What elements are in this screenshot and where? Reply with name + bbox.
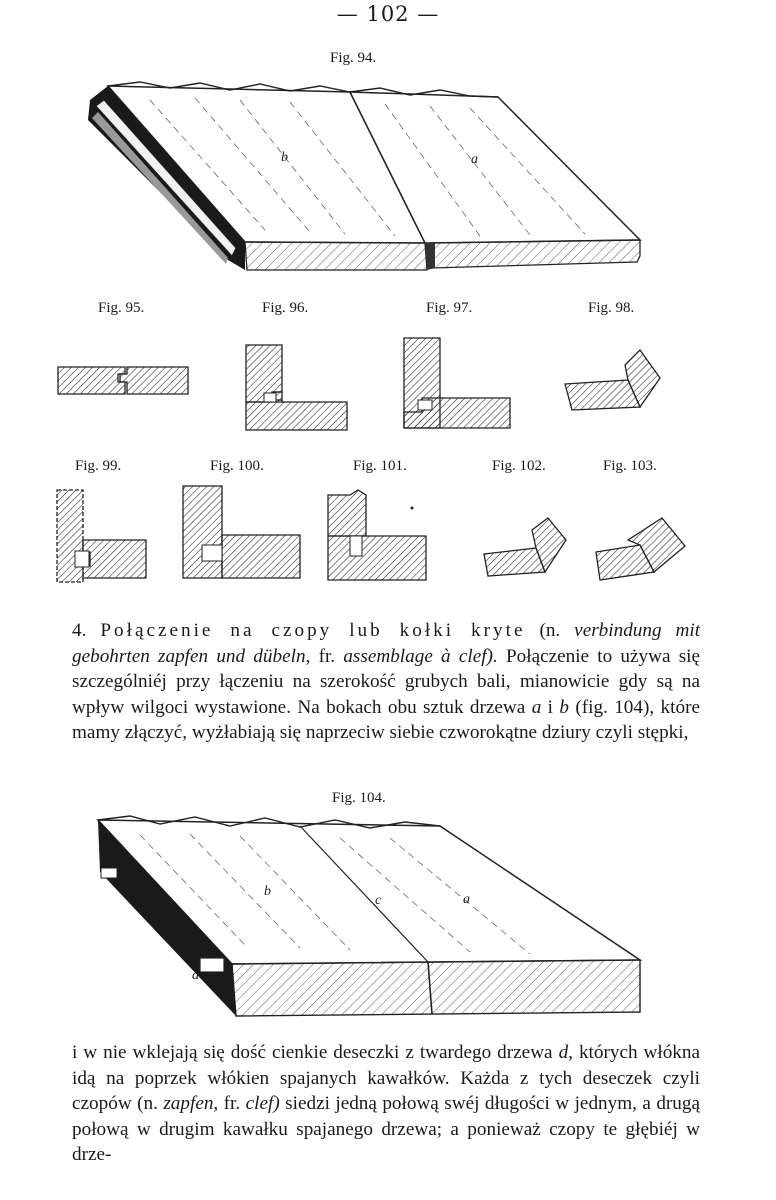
fig-104-label-e: e: [113, 876, 120, 891]
section-french-term: assemblage à clef).: [343, 645, 498, 667]
fig-104-label-d: d: [192, 968, 199, 983]
fig-104-label-a: a: [463, 892, 470, 907]
fig-96-caption: Fig. 96.: [262, 300, 309, 316]
section-heading: Połączenie na czopy lub kołki kryte: [100, 620, 526, 641]
fig-104-caption: Fig. 104.: [332, 790, 386, 806]
page-number: — 102 —: [336, 2, 440, 26]
cont-fr-abbrev: fr.: [223, 1093, 241, 1115]
fig-100-caption: Fig. 100.: [210, 458, 264, 474]
fig-94-label-b: b: [281, 150, 288, 165]
fig-99-caption: Fig. 99.: [75, 458, 122, 474]
cont-term-clef: clef): [245, 1093, 280, 1115]
cont-text-1: i w nie wklejają się dość cienkie deseczki z twardego drzewa: [72, 1042, 553, 1063]
section-german-term: verbindung mit gebohrten zapfen und dübeln,: [72, 620, 701, 667]
fig-103-caption: Fig. 103.: [603, 458, 657, 474]
fig-95-caption: Fig. 95.: [98, 300, 145, 316]
fig-97-caption: Fig. 97.: [426, 300, 473, 316]
cont-term-zapfen: zapfen,: [163, 1093, 219, 1115]
section-text-1: Połączenie to używa się szczególniéj przy łączeniu na szerokość grubych bali, mianowicie gdy są na wpływ wilgoci wystawione. Na bokach obu sztuk drzewa: [72, 645, 701, 718]
cont-text-3: siedzi jedną połową swéj długości w jednym, a drugą połową w drugim kawałku spajanego drzewa; a ponieważ czopy te głębiéj w drze-: [72, 1093, 701, 1166]
section-number: 4.: [72, 620, 87, 641]
continuation-paragraph: [72, 1040, 700, 1168]
fig-98-caption: Fig. 98.: [588, 300, 635, 316]
fig-101-caption: Fig. 101.: [353, 458, 407, 474]
section-conj-i: i: [547, 696, 553, 718]
cont-text-2: których włókna idą na poprzek włókien spajanych kawałków. Każda z tych deseczek czyli czopów (n.: [72, 1042, 701, 1115]
fig-104-label-c: c: [375, 893, 382, 908]
fig-104-label-b: b: [264, 884, 271, 899]
fig-104-front-face: [232, 960, 640, 1016]
fig-102-caption: Fig. 102.: [492, 458, 546, 474]
fig-94-label-a: a: [471, 152, 478, 167]
cont-var-d: d,: [558, 1042, 573, 1063]
section-text-2: (fig. 104), które mamy złączyć, wyżłabiają się naprzeciw siebie czworokątne dziury czyli stępki,: [72, 696, 700, 744]
section-open-paren: (n.: [539, 620, 561, 641]
section-var-b: b: [559, 696, 569, 718]
section-var-a: a: [531, 696, 542, 718]
fig-94-caption: Fig. 94.: [330, 50, 377, 66]
section-fr-abbrev: fr.: [318, 645, 336, 667]
